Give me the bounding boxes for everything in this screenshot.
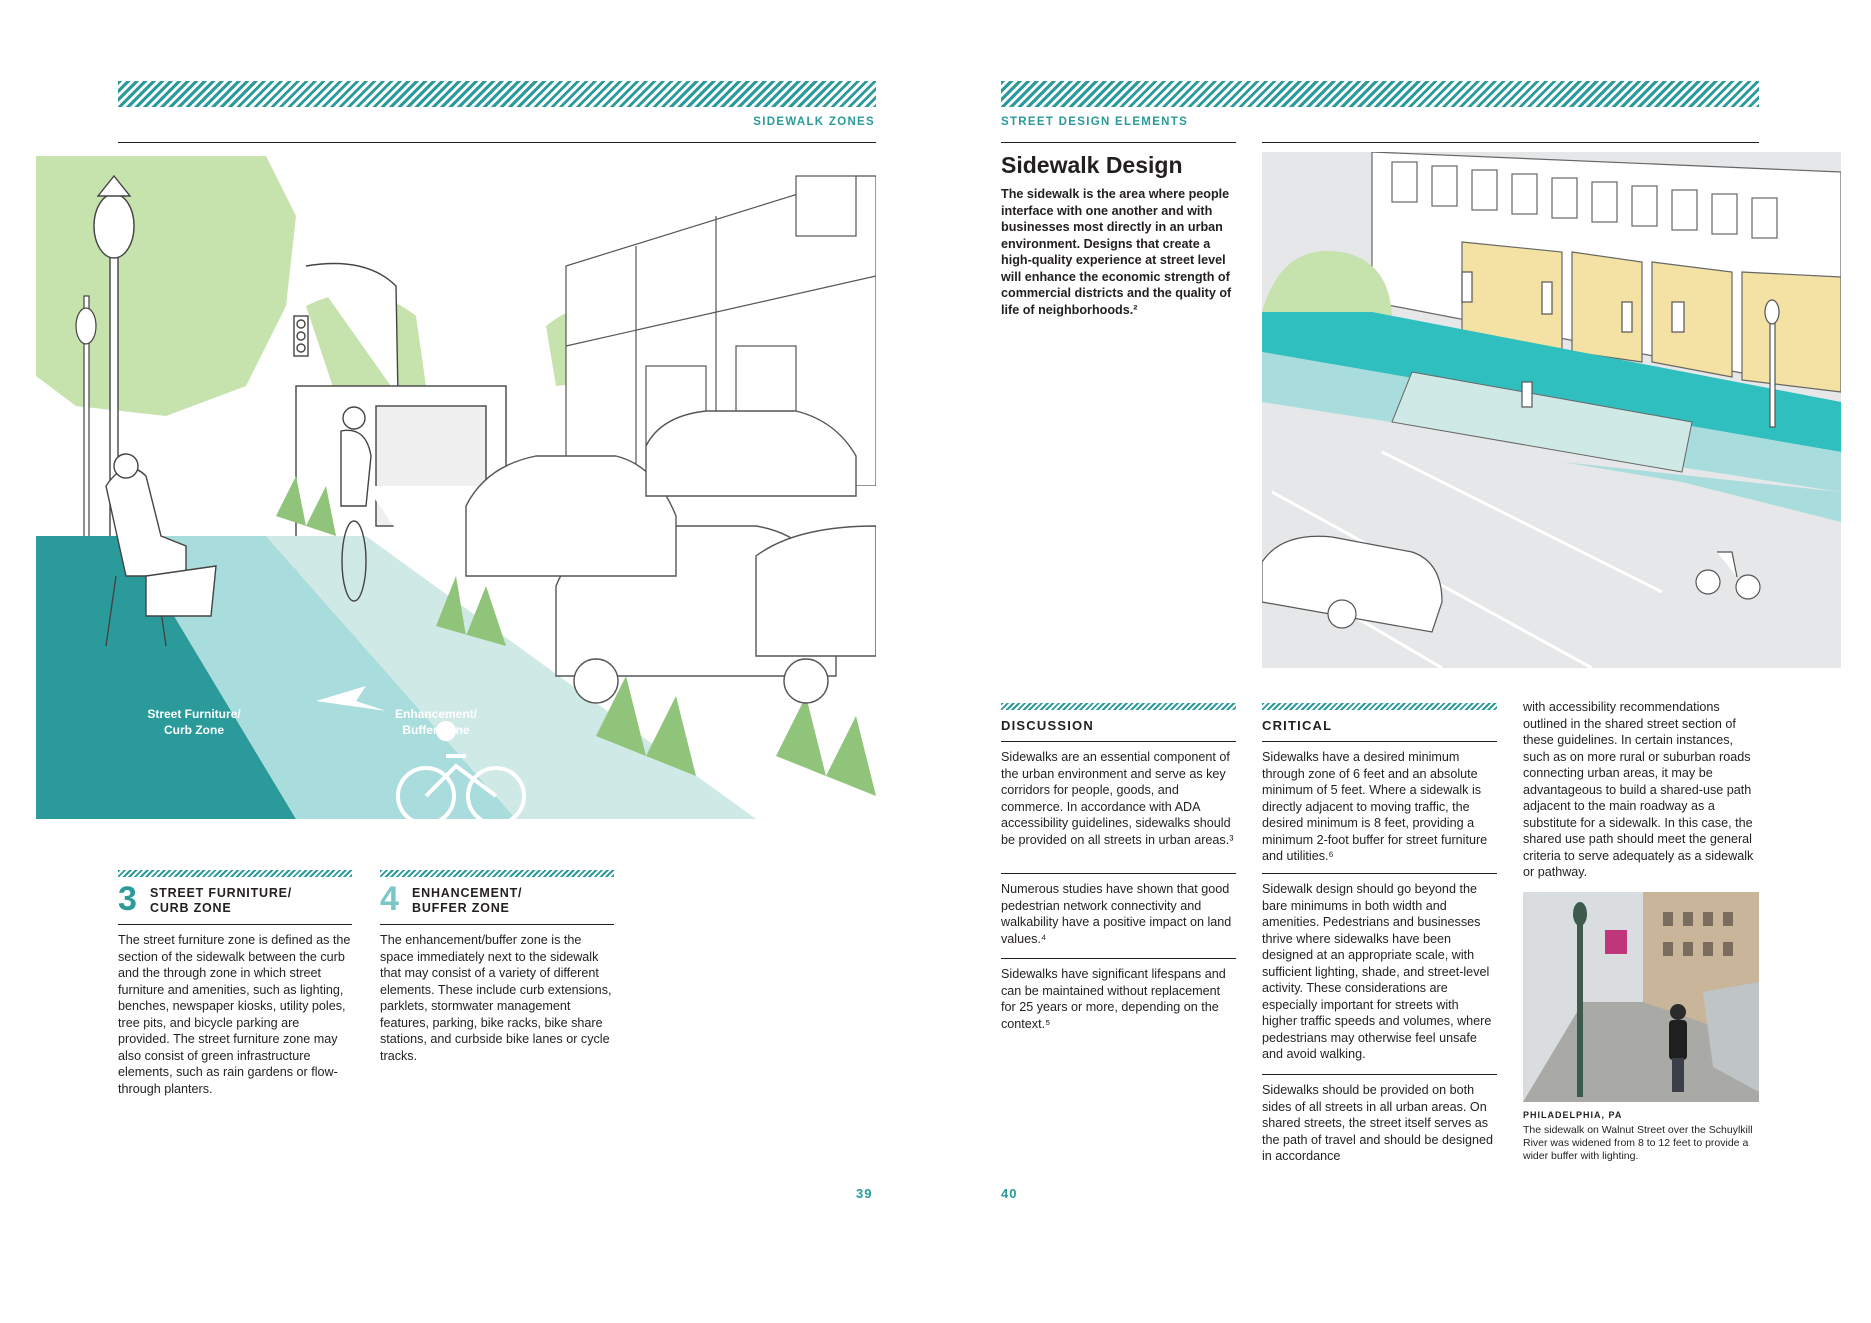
discussion-divider-1 xyxy=(1001,873,1236,874)
label-zone-4-line1: Enhancement/ xyxy=(394,707,478,721)
right-header-hatch-bar xyxy=(1001,81,1759,107)
discussion-paragraph-1: Sidewalks are an essential component of the urban environment and serve as key corridors for people, goods, and commerce. In accordance with ADA accessibility guidelines, sidewalks should be provided on all streets in urban areas.³ xyxy=(1001,750,1234,847)
label-zone-3-line1: Street Furniture/ xyxy=(147,707,241,721)
critical-paragraph-2: Sidewalk design should go beyond the bare minimums in both width and amenities. Pedestrians and businesses thrive where sidewalks have been designed at an appropriate scale, with sufficient lighting, shade, and street-level activity. These considerations are especially important for streets with higher traffic speeds and volumes, where pedestrians may otherwise feel unsafe and avoid walking. xyxy=(1262,882,1492,1061)
zone-4-rule xyxy=(380,924,614,925)
photo-caption: The sidewalk on Walnut Street over the Schuylkill River was widened from 8 to 12 feet to provide a wider buffer with lighting. xyxy=(1523,1124,1753,1162)
page-number-left: 39 xyxy=(856,1186,873,1201)
zone-4-title-line1: ENHANCEMENT/ xyxy=(412,886,523,900)
page-title: Sidewalk Design xyxy=(1001,152,1183,178)
discussion-paragraph-2: Numerous studies have shown that good pedestrian network connectivity and walkability have a positive impact on land values.⁴ xyxy=(1001,882,1232,946)
zone-4-body: The enhancement/buffer zone is the space immediately next to the sidewalk that may consist of a variety of different elements. These include curb extensions, parklets, stormwater management features, parking, bike racks, bike share stations, and curbside bike lanes or cycle tracks. xyxy=(380,933,612,1063)
photo-pedestrian-head xyxy=(1670,1004,1686,1020)
zone-4-number: 4 xyxy=(380,880,399,918)
intro-paragraph: The sidewalk is the area where people interface with one another and with businesses most directly in an urban environment. Designs that create a high-quality experience at street level will enhance the economic strength of commercial districts and the quality of life of neighborhoods.² xyxy=(1001,187,1232,317)
zone-4-title-line2: BUFFER ZONE xyxy=(412,901,510,915)
photo-location: PHILADELPHIA, PA xyxy=(1523,1110,1623,1120)
photo-sign xyxy=(1605,930,1627,954)
page-number-right: 40 xyxy=(1001,1186,1018,1201)
sidewalk-zones-illustration xyxy=(36,156,876,819)
critical-hatch xyxy=(1262,703,1497,710)
discussion-rule xyxy=(1001,741,1236,742)
philadelphia-photo xyxy=(1523,892,1759,1102)
critical-rule xyxy=(1262,741,1497,742)
right-header-rule-short xyxy=(1001,142,1236,143)
zone-4-title xyxy=(412,886,522,916)
zone-3-body: The street furniture zone is defined as the section of the sidewalk between the curb and the through zone in which street furniture and amenities, such as lighting, benches, newspaper kiosks, utility poles, tree pits, and bicycle parking are provided. The street furniture zone may also consist of green infrastructure elements, such as rain gardens or flow-through planters. xyxy=(118,933,351,1096)
critical-divider-1 xyxy=(1262,873,1497,874)
photo-lamp-post xyxy=(1577,912,1583,1097)
sidewalk-design-illustration xyxy=(1262,152,1841,668)
zone-3-rule xyxy=(118,924,352,925)
right-section-label: STREET DESIGN ELEMENTS xyxy=(1001,116,1189,128)
discussion-heading: DISCUSSION xyxy=(1001,718,1094,733)
right-header-rule-long xyxy=(1262,142,1759,143)
critical-paragraph-1: Sidewalks have a desired minimum through zone of 6 feet and an absolute minimum of 5 feet. Where a sidewalk is directly adjacent to moving traffic, the desired minimum is 8 feet, providing a minimum 2-foot buffer for street furniture and utilities.⁶ xyxy=(1262,750,1488,863)
label-zone-3-line2: Curb Zone xyxy=(164,723,224,737)
photo-pedestrian-body xyxy=(1669,1020,1687,1060)
zone-4-hatch xyxy=(380,870,614,877)
zone-3-number: 3 xyxy=(118,880,137,918)
critical-paragraph-3: Sidewalks should be provided on both sides of all streets in all urban areas. On shared streets, the street itself serves as the path of travel and should be designed in accordance xyxy=(1262,1083,1494,1163)
discussion-divider-2 xyxy=(1001,958,1236,959)
discussion-hatch xyxy=(1001,703,1236,710)
left-section-label: SIDEWALK ZONES xyxy=(753,116,875,128)
photo-pedestrian-legs xyxy=(1672,1058,1684,1092)
zone-3-title-line1: STREET FURNITURE/ xyxy=(150,886,293,900)
discussion-paragraph-3: Sidewalks have significant lifespans and can be maintained without replacement for 25 years or more, depending on the context.⁵ xyxy=(1001,967,1226,1031)
continued-paragraph: with accessibility recommendations outlined in the shared street section of these guidelines. In certain instances, such as on more rural or suburban roads connecting urban areas, it may be advantageous to build a shared-use path adjacent to the main roadway as a substitute for a sidewalk. In this case, the shared use path should meet the general criteria to serve adequately as a sidewalk or pathway. xyxy=(1523,700,1754,879)
zone-3-hatch xyxy=(118,870,352,877)
zone-3-title xyxy=(150,886,292,916)
left-header-hatch-bar xyxy=(118,81,876,107)
label-zone-4-line2: Buffer Zone xyxy=(402,723,470,737)
critical-heading: CRITICAL xyxy=(1262,718,1333,733)
zone-3-title-line2: CURB ZONE xyxy=(150,901,232,915)
left-header-rule xyxy=(118,142,876,143)
critical-divider-2 xyxy=(1262,1074,1497,1075)
